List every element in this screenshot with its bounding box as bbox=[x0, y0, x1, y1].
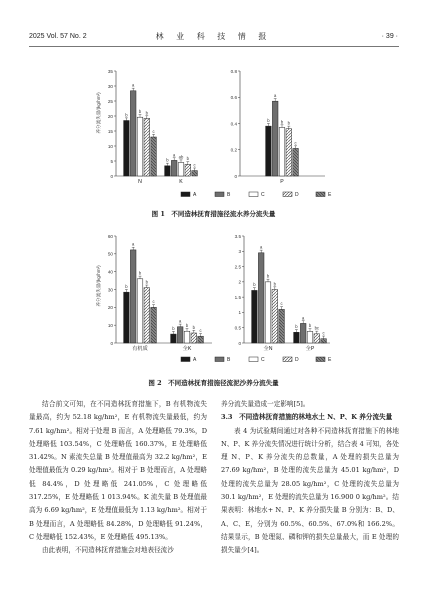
y-axis-title: 养分流失量/(kg/hm²) bbox=[96, 92, 101, 134]
bar bbox=[178, 163, 184, 177]
legend-swatch bbox=[283, 192, 292, 197]
y-tick-label: 30 bbox=[107, 83, 113, 89]
data-label: a bbox=[274, 93, 277, 99]
bar bbox=[184, 331, 190, 343]
y-tick-label: 1 bbox=[238, 310, 241, 316]
right-column bbox=[221, 398, 399, 558]
bar bbox=[258, 253, 264, 343]
y-axis-title: 养分流失量/(kg/hm²) bbox=[96, 265, 101, 307]
data-label: a bbox=[132, 241, 135, 247]
bar bbox=[286, 129, 292, 176]
section-heading: 3.3 不同造林抚育措施的林地水土 N、P、K 养分流失量 bbox=[221, 413, 393, 422]
bar bbox=[171, 334, 177, 343]
legend-swatch bbox=[181, 357, 190, 362]
bar bbox=[272, 101, 278, 176]
bar bbox=[300, 323, 306, 343]
data-label: c bbox=[193, 162, 196, 168]
y-tick-label: 25 bbox=[107, 98, 113, 104]
data-label: b bbox=[308, 323, 312, 329]
data-label: b bbox=[295, 324, 298, 330]
legend-label: D bbox=[295, 357, 299, 363]
y-tick-label: 0.5 bbox=[234, 325, 241, 331]
y-tick-label: 20 bbox=[107, 305, 113, 311]
data-label: a bbox=[132, 82, 135, 88]
data-label: a bbox=[260, 244, 263, 250]
x-tick-label: K bbox=[179, 179, 183, 185]
legend-label: B bbox=[227, 357, 231, 363]
legend-swatch bbox=[215, 357, 224, 362]
y-tick-label: 5 bbox=[110, 158, 113, 164]
data-label: b bbox=[138, 109, 142, 115]
y-tick-label: 50 bbox=[107, 251, 113, 257]
x-tick-label: P bbox=[280, 179, 284, 185]
left-column bbox=[29, 398, 207, 558]
x-tick-label: 全P bbox=[305, 346, 315, 352]
data-label: b bbox=[138, 270, 142, 276]
bar bbox=[165, 166, 171, 176]
y-tick-label: 0.2 bbox=[230, 147, 237, 153]
y-tick-label: 40 bbox=[107, 269, 113, 275]
bar bbox=[265, 282, 271, 343]
journal-title: 林 业 科 技 情 报 bbox=[155, 32, 272, 41]
legend-swatch bbox=[215, 192, 224, 197]
y-tick-label: 10 bbox=[107, 143, 113, 149]
y-tick-label: 35 bbox=[107, 68, 113, 74]
data-label: b bbox=[145, 110, 148, 116]
bar bbox=[314, 334, 320, 343]
data-label: b bbox=[266, 273, 270, 279]
x-tick-label: 有机质 bbox=[132, 346, 148, 352]
running-header bbox=[0, 31, 427, 45]
y-tick-label: 30 bbox=[107, 287, 113, 293]
bar bbox=[130, 91, 136, 176]
x-tick-label: N bbox=[138, 179, 142, 185]
legend-label: D bbox=[295, 192, 299, 198]
journal-volume: 2025 Vol. 57 No. 2 bbox=[29, 33, 87, 40]
y-tick-label: 3.5 bbox=[234, 233, 241, 239]
data-label: bc bbox=[314, 325, 320, 331]
y-tick-label: 60 bbox=[107, 233, 113, 239]
bar bbox=[293, 148, 299, 176]
bar bbox=[192, 171, 198, 176]
data-label: c bbox=[322, 330, 325, 336]
legend-label: C bbox=[261, 192, 265, 198]
figure-1-caption: 图 1 不同造林抚育措施径流水养分流失量 bbox=[151, 210, 276, 218]
bar bbox=[124, 121, 130, 177]
paragraph: 表 4 为试验期间通过对各种不同造林抚育措施下的林地 N、P、K 养分流失情况进行统计分析，结合表 4 可知，各处理 N、P、K 养分流失的总数量，A 处理的损失总量为 27.69 kg/hm²，B 处理的流失总量为 45.01 kg/hm²，D 处理的流失总量为 28.05 kg/hm²，C 处理的流失总量为 30.1 kg/hm²，E 处理的流失总量为 16.900 0 kg/hm²。结果表明：林地水+ N、P、K 养分损失量 B 分别为：B、D、A、C、E，分别为 60.5%、60.5%、67.0%和 166.2%。结果显示，B 处理氮、磷和钾的损失总量最大，而 E 处理的损失量少[4]。 bbox=[221, 426, 399, 555]
figure-1-chart bbox=[0, 55, 427, 205]
y-tick-label: 2 bbox=[238, 279, 241, 285]
data-label: b bbox=[287, 120, 290, 126]
paragraph: 由此表明，不同造林抚育措施会对地表径流沙 bbox=[42, 546, 174, 555]
data-label: b bbox=[125, 284, 128, 289]
y-tick-label: 0.6 bbox=[230, 95, 237, 101]
bar bbox=[124, 292, 130, 343]
y-tick-label: 20 bbox=[107, 113, 113, 119]
legend-swatch bbox=[316, 192, 325, 197]
legend-label: C bbox=[261, 357, 265, 363]
figure-2-caption: 图 2 不同造林抚育措施径流泥沙养分流失量 bbox=[148, 379, 279, 387]
y-tick-label: 10 bbox=[107, 322, 113, 328]
bar bbox=[151, 137, 157, 176]
y-tick-label: 0 bbox=[110, 340, 113, 346]
data-label: b bbox=[273, 281, 276, 287]
y-tick-label: 1.5 bbox=[234, 294, 241, 300]
bar bbox=[130, 250, 136, 343]
bar bbox=[321, 339, 327, 343]
data-label: b bbox=[280, 119, 284, 125]
legend-swatch bbox=[249, 192, 258, 197]
legend-label: B bbox=[227, 192, 231, 198]
data-label: b bbox=[125, 112, 128, 118]
bar bbox=[185, 164, 191, 176]
data-label: a bbox=[302, 315, 305, 321]
data-label: a bbox=[173, 152, 176, 158]
bar bbox=[171, 160, 177, 176]
y-tick-label: 15 bbox=[107, 128, 113, 134]
y-tick-label: 0.4 bbox=[230, 121, 237, 127]
y-tick-label: 0 bbox=[238, 340, 241, 346]
legend-label: A bbox=[193, 357, 197, 363]
legend-swatch bbox=[283, 357, 292, 362]
header-rule bbox=[29, 46, 399, 47]
legend-label: E bbox=[328, 192, 332, 198]
y-tick-label: 3 bbox=[238, 249, 241, 255]
y-tick-label: 0 bbox=[234, 173, 237, 179]
bar bbox=[307, 331, 313, 343]
data-label: b bbox=[192, 324, 195, 330]
data-label: c bbox=[199, 328, 202, 334]
bar bbox=[151, 307, 157, 343]
bar bbox=[252, 290, 258, 343]
data-label: b bbox=[267, 118, 270, 123]
data-label: b bbox=[253, 282, 256, 288]
legend-swatch bbox=[316, 357, 325, 362]
bar bbox=[144, 118, 150, 176]
bar bbox=[137, 279, 143, 343]
bar bbox=[266, 126, 272, 176]
paragraph: 结合前文可知，在不同造林抚育措施下，B 有机物流失量最高，约为 52.18 kg/hm²，E 有机物流失量最低，约为 7.61 kg/hm²。相对于处理 B 而言，A 处理略低 79.3%，D 处理略低 103.54%，C 处理略低 160.37%，E 处理略低 31.42%。N 素流失总量 B 处理值最高为 32.2 kg/hm²，E 处理值最低为 0.29 kg/hm²。相对于 B 处理而言，A 处理略低 84.4%，D 处理略低 241.05%，C 处理略低 317.25%，E 处理略低 1 013.94%。K 流失量 B 处理值最高为 6.69 kg/hm²，E 处理值最低为 1.13 kg/hm²。相对于 B 处理而言，A 处理略低 84.28%，D 处理略低 91.24%，C 处理略低 152.43%，E 处理略低 495.13%。 bbox=[29, 400, 207, 541]
x-tick-label: 全K bbox=[182, 346, 192, 352]
x-tick-label: 全N bbox=[263, 346, 273, 352]
bar bbox=[144, 288, 150, 343]
y-tick-label: 0 bbox=[110, 173, 113, 179]
bar bbox=[177, 327, 183, 343]
bar bbox=[191, 333, 197, 343]
y-tick-label: 0.8 bbox=[230, 68, 237, 74]
bar bbox=[279, 127, 285, 176]
legend-swatch bbox=[249, 357, 258, 362]
figure-2-chart bbox=[0, 226, 427, 376]
data-label: ab bbox=[178, 154, 184, 160]
legend-label: A bbox=[193, 192, 197, 198]
data-label: b bbox=[166, 157, 169, 163]
page-number: · 39 · bbox=[381, 33, 398, 40]
data-label: a bbox=[179, 318, 182, 324]
y-tick-label: 2.5 bbox=[234, 264, 241, 270]
bar bbox=[198, 336, 204, 343]
data-label: b bbox=[145, 279, 148, 285]
bar bbox=[137, 117, 143, 176]
data-label: b bbox=[185, 323, 189, 329]
data-label: b bbox=[172, 325, 175, 331]
legend-swatch bbox=[181, 192, 190, 197]
bar bbox=[279, 309, 285, 343]
data-label: c bbox=[294, 140, 297, 146]
data-label: c bbox=[280, 301, 283, 307]
bar bbox=[272, 290, 278, 344]
bar bbox=[294, 332, 300, 343]
data-label: c bbox=[152, 128, 155, 134]
data-label: c bbox=[152, 299, 155, 305]
paragraph: 养分流失量造成一定影响[5]。 bbox=[221, 400, 310, 408]
data-label: b bbox=[186, 156, 189, 162]
legend-label: E bbox=[328, 357, 332, 363]
